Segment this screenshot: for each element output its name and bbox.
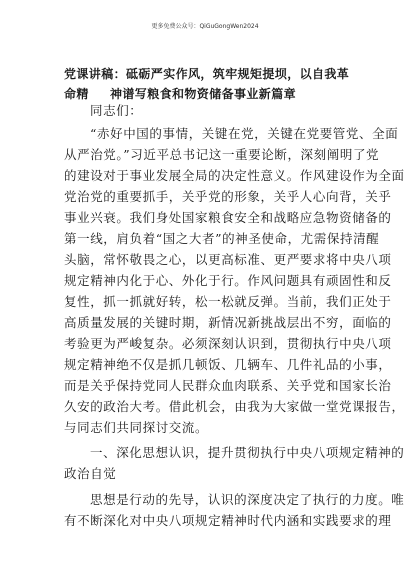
body-line: 有不断深化对中央八项规定精神时代内涵和实践要求的理: [64, 513, 392, 528]
body-line: 党治党的重要抓手，关乎党的形象，关乎人心向背，关乎: [64, 189, 392, 204]
section-heading: 政治自觉: [64, 466, 117, 481]
body-line: 事业兴衰。我们身处国家粮食安全和战略应急物资储备的: [64, 210, 392, 225]
body-line: 高质量发展的关键时期，新情况新挑战层出不穷，面临的: [64, 315, 392, 330]
body-line: 思想是行动的先导，认识的深度决定了执行的力度。唯: [90, 492, 405, 507]
body-line: 从严治党。”习近平总书记这一重要论断，深刻阐明了党: [64, 147, 380, 162]
body-line: 久安的政治大考。借此机会，由我为大家做一堂党课报告，: [64, 399, 405, 414]
salutation: 同志们：: [90, 103, 143, 118]
body-line: 头脑，常怀敬畏之心，以更高标准、更严要求将中央八项: [64, 252, 392, 267]
watermark-header: 更多免费公众号：QiGuGongWen2024: [151, 23, 259, 30]
body-line: 而是关乎保持党同人民群众血肉联系、关乎党和国家长治: [64, 378, 392, 393]
body-line: 规定精神绝不仅是抓几顿饭、几辆车、几件礼品的小事，: [64, 357, 392, 372]
doc-title-line-1: 党课讲稿：砥砺严实作风，筑牢规矩提坝，以自我革命精: [64, 67, 350, 101]
body-line: “赤好中国的事情，关键在党，关键在党要管党、全面: [90, 126, 399, 141]
doc-title-line-2: 神谱写粮食和物资储备事业新篇章: [110, 87, 297, 101]
body-line: 考验更为严峻复杂。必须深刻认识到，贯彻执行中央八项: [64, 336, 392, 351]
body-line: 第一线，肩负着“国之大者”的神圣使命，尤需保持清醒: [64, 231, 380, 246]
body-line: 的建设对于事业发展全局的决定性意义。作风建设作为全面: [64, 168, 405, 183]
body-line: 与同志们共同探讨交流。: [64, 420, 209, 435]
body-line: 规定精神内化于心、外化于行。作风问题具有顽固性和反: [64, 273, 392, 288]
body-line: 复性，抓一抓就好转，松一松就反弹。当前，我们正处于: [64, 294, 392, 309]
section-heading: 一、深化思想认识，提升贯彻执行中央八项规定精神的: [90, 445, 405, 460]
